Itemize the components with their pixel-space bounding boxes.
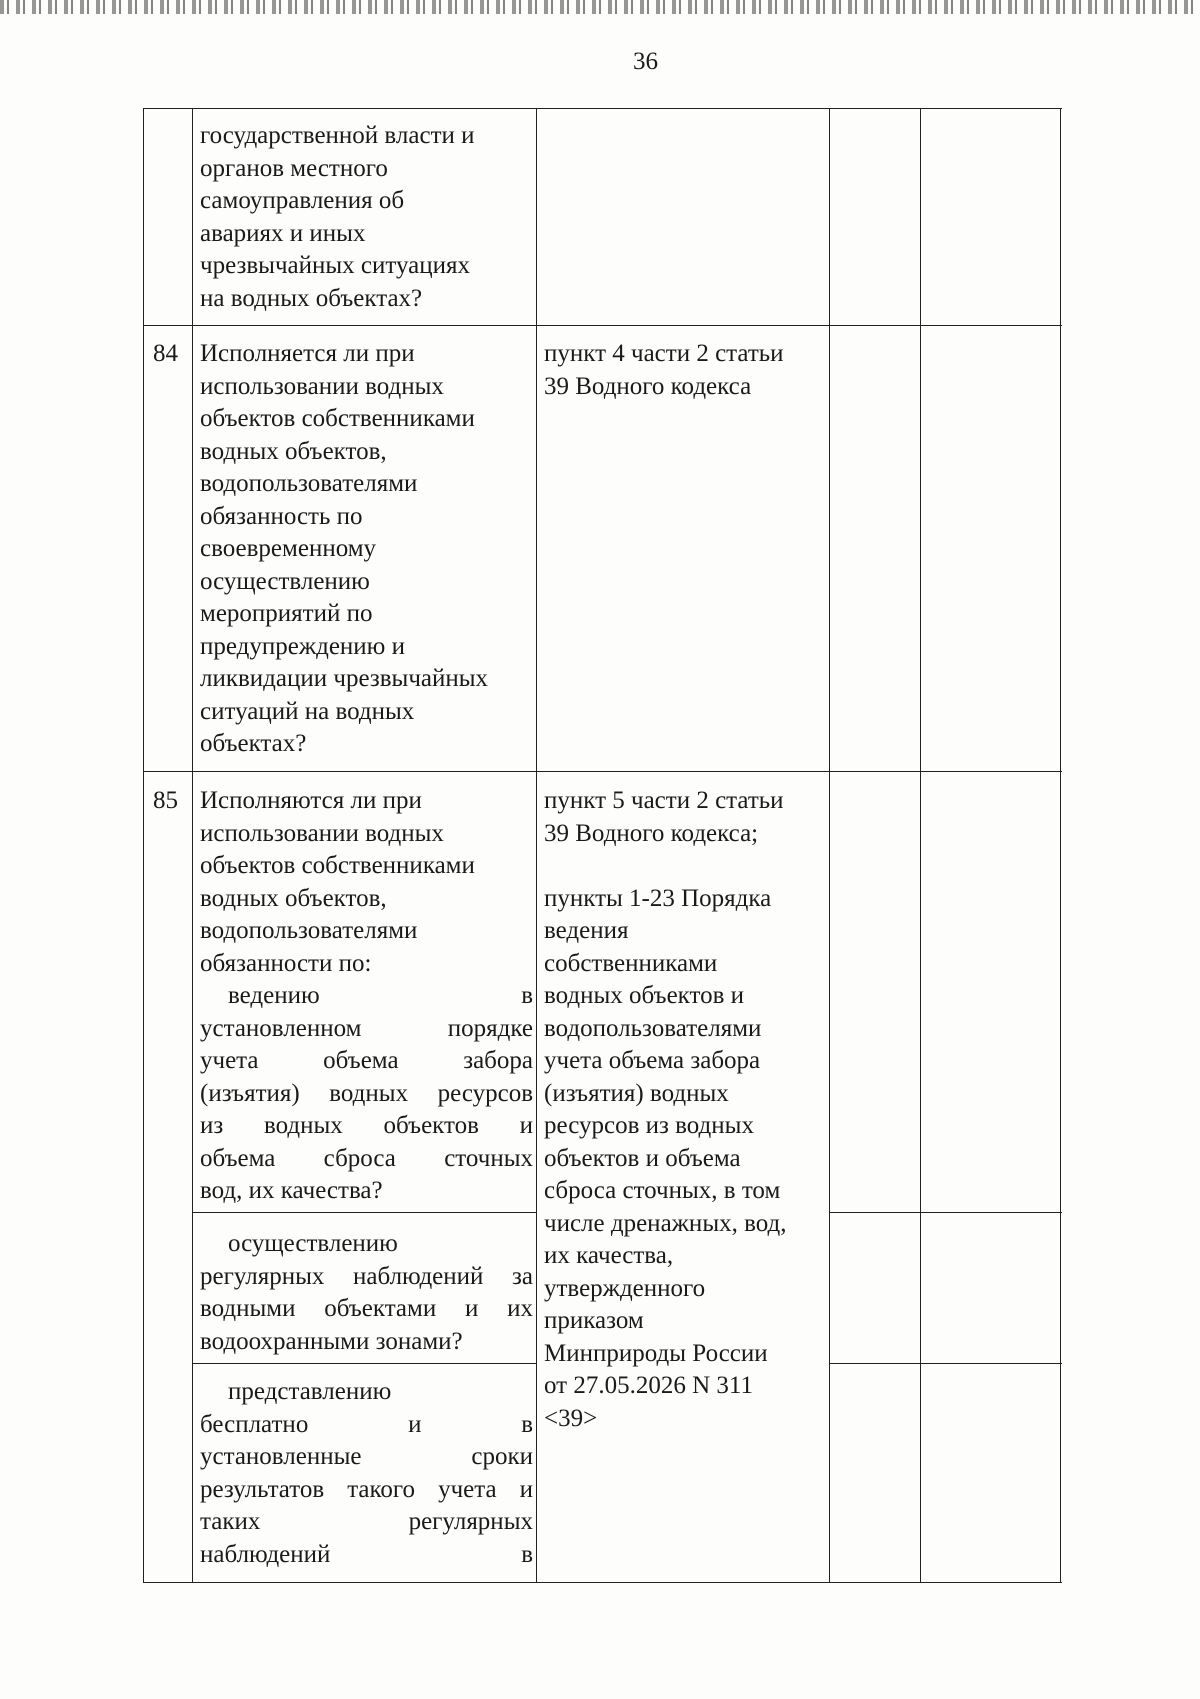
- col-border: [1060, 108, 1061, 1582]
- page-number: 36: [633, 48, 658, 75]
- row-border: [143, 1582, 1062, 1583]
- checklist-table: [143, 108, 1060, 1582]
- subrow-border: [192, 1363, 536, 1364]
- row-border: [143, 325, 1062, 326]
- row-border: [143, 108, 1062, 109]
- continued-question: государственной власти и органов местного самоуправления об авариях и иных чрезвычайных ситуациях на водных объектах?: [200, 122, 475, 312]
- question-text: Исполняется ли при использовании водных объектов собственниками водных объектов, водопользователями обязанность по своевременному осуществлению мероприятий по предупреждению и ликвидации чрезвычайных ситуаций на водных объектах?: [200, 340, 489, 757]
- sub-question-reporting: представлению бесплатно и в установленные сроки результатов такого учета и таких регулярных наблюдений в: [200, 1378, 533, 1568]
- subrow-border: [829, 1363, 1062, 1364]
- sub-question-observations: осуществлению регулярных наблюдений за водными объектами и их водоохранными зонами?: [200, 1230, 533, 1355]
- col-border: [192, 108, 193, 1582]
- row-number: 84: [153, 340, 178, 367]
- subrow-border: [829, 1212, 1062, 1213]
- col-border: [143, 108, 144, 1582]
- row-number: 85: [153, 787, 178, 814]
- legal-reference: пункт 5 части 2 статьи 39 Водного кодекса; пункты 1-23 Порядка ведения собственниками водных объектов и водопользователями учета объема забора (изъятия) водных ресурсов из водных объектов и объема сброса сточных, в том числе дренажных, вод, их качества, утвержденного приказом Минприроды России от 27.05.2026 N 311 <39>: [544, 787, 787, 1432]
- col-border: [829, 108, 830, 1582]
- question-intro: Исполняются ли при использовании водных объектов собственниками водных объектов, водопользователями обязанности по:: [200, 787, 475, 977]
- sub-question-accounting: ведению в установленном порядке учета объема забора (изъятия) водных ресурсов из водных объектов и объема сброса сточных вод, их качества?: [200, 982, 533, 1204]
- col-border: [536, 108, 537, 1582]
- col-border: [920, 108, 921, 1582]
- subrow-border: [192, 1212, 536, 1213]
- row-border: [143, 771, 1062, 772]
- legal-reference: пункт 4 части 2 статьи 39 Водного кодекса: [544, 340, 784, 400]
- scan-edge-artifact: [0, 0, 1200, 14]
